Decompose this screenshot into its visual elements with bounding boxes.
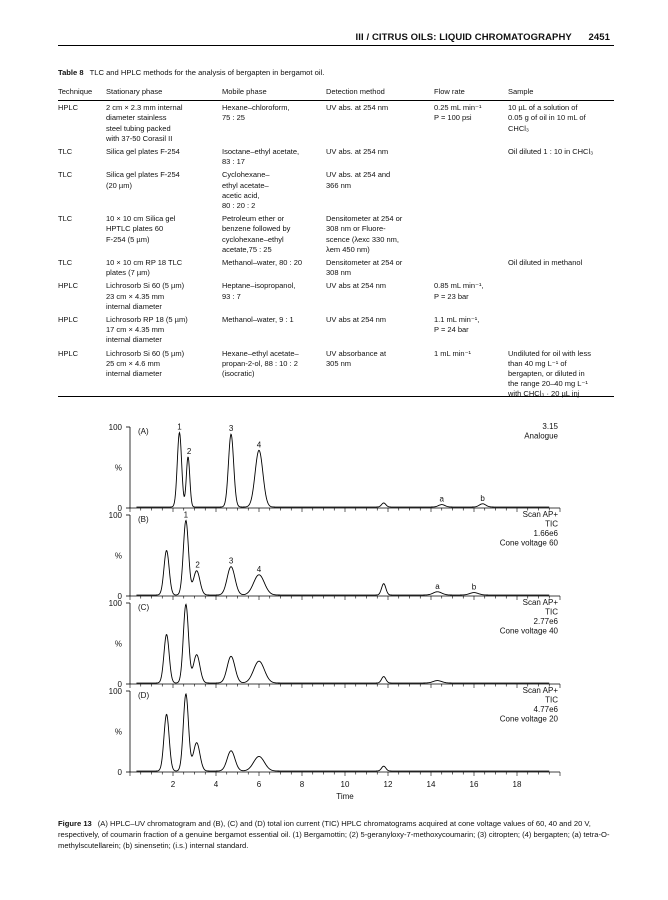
column-header: Detection method (326, 85, 434, 101)
chromatogram-trace (136, 520, 549, 595)
table-cell: 0.25 mL min⁻¹ P = 100 psi (434, 103, 482, 123)
panel-info: Scan AP+ (522, 686, 558, 695)
running-header (356, 32, 610, 43)
y-tick-label: % (114, 727, 122, 737)
table-cell: 1 mL min⁻¹ (434, 348, 472, 358)
panel-label: (B) (138, 515, 149, 525)
column-header: Sample (508, 85, 614, 101)
x-tick-label: 4 (213, 780, 219, 789)
y-tick-label: 0 (117, 768, 122, 777)
table-cell: Cyclohexane– ethyl acetate– acetic acid, 80 : 20 : 2 (222, 170, 270, 211)
chromatogram-figure (100, 407, 570, 816)
y-tick-label: 100 (108, 423, 122, 432)
table-cell: 2 cm × 2.3 mm internal diameter stainless steel tubing packed with 37-50 Corasil II (106, 103, 183, 143)
peak-label: 2 (186, 446, 192, 456)
panel-info: TIC (545, 607, 558, 617)
panel-info: Scan AP+ (522, 598, 558, 607)
header-rule (58, 45, 614, 46)
table-cell: Oil diluted 1 : 10 in CHCl₃ (508, 147, 594, 157)
peak-label: 3 (228, 556, 234, 566)
y-tick-label: 100 (108, 599, 122, 608)
x-tick-label: 8 (299, 780, 305, 789)
column-header: Mobile phase (222, 85, 326, 101)
x-tick-label: 10 (340, 780, 350, 789)
table-row (58, 168, 614, 212)
table-cell: 10 × 10 cm Silica gel HPTLC plates 60 F-254 (5 µm) (106, 214, 176, 244)
panel-info: 4.77e6 (533, 705, 558, 714)
peak-label: 2 (195, 560, 200, 570)
table-cell: Hexane–ethyl acetate– propan-2-ol, 88 : 10 : 2 (isocratic) (222, 348, 299, 379)
figure-caption (58, 818, 614, 851)
y-tick-label: 0 (117, 680, 122, 689)
panel-info: 3.15 (542, 422, 558, 431)
x-tick-label: 14 (426, 780, 436, 789)
table-cell (434, 212, 508, 256)
column-header: Stationary phase (106, 85, 222, 101)
table-cell: HPLC (58, 281, 79, 291)
table-cell: UV abs at 254 nm (326, 281, 387, 291)
table-bottom-rule (58, 396, 614, 397)
x-tick-label: 2 (170, 780, 176, 789)
table-cell: Silica gel plates F-254 (106, 147, 180, 157)
table-cell: Lichrosorb Si 60 (5 µm) 23 cm × 4.35 mm internal diameter (106, 281, 185, 311)
table-cell (508, 212, 614, 256)
figure-caption-text: (A) HPLC–UV chromatogram and (B), (C) and (D) total ion current (TIC) HPLC chromatograms acquired at cone voltage values of 60, 40 and 20 V, respectively, of coumarin fraction of a genuine bergamot essential oil. (1) Bergamottin; (2) 5-geranyloxy-7-methoxycoumarin; (3) citropten; (4) bergapten; (a) tetra-O-methylscutellarein; (b) sinensetin; (i.s.) internal standard. (58, 819, 610, 850)
table-cell: TLC (58, 170, 73, 180)
chromatogram-chart (100, 407, 570, 811)
table-cell: Oil diluted in methanol (508, 258, 583, 268)
x-tick-label: 12 (383, 780, 393, 789)
table-cell (434, 168, 508, 212)
panel-info: Analogue (524, 431, 558, 441)
table-cell: Heptane–isopropanol, 93 : 7 (222, 281, 296, 301)
table-cell: Petroleum ether or benzene followed by cyclohexane–ethyl acetate,75 : 25 (222, 214, 291, 254)
table-row (58, 347, 614, 401)
panel-info: 2.77e6 (533, 617, 558, 626)
table-row (58, 212, 614, 256)
running-title: III / CITRUS OILS: LIQUID CHROMATOGRAPHY (355, 32, 572, 43)
page-number: 2451 (588, 32, 610, 43)
table-cell: TLC (58, 214, 73, 224)
panel-info: Cone voltage 40 (499, 626, 558, 636)
y-tick-label: 0 (117, 504, 122, 513)
table-cell: Densitometer at 254 or 308 nm (326, 258, 403, 278)
table-cell: Methanol–water, 9 : 1 (222, 315, 294, 325)
table-caption-text: TLC and HPLC methods for the analysis of bergapten in bergamot oil. (89, 68, 325, 77)
table-row (58, 101, 614, 145)
y-tick-label: % (114, 551, 122, 561)
panel-label: (D) (138, 691, 150, 701)
table-cell: 10 × 10 cm RP 18 TLC plates (7 µm) (106, 258, 183, 278)
table-row (58, 145, 614, 168)
chromatogram-trace (136, 604, 549, 683)
table-cell: HPLC (58, 103, 79, 113)
panel-info: Scan AP+ (522, 510, 558, 519)
table-cell (508, 168, 614, 212)
panel-info: TIC (545, 519, 558, 529)
table-cell: TLC (58, 147, 73, 157)
peak-label: 4 (256, 440, 262, 450)
table-cell: Lichrosorb RP 18 (5 µm) 17 cm × 4.35 mm internal diameter (106, 315, 188, 345)
y-tick-label: % (114, 463, 122, 473)
table-cell: Lichrosorb Si 60 (5 µm) 25 cm × 4.6 mm internal diameter (106, 348, 185, 379)
x-axis-label: Time (336, 792, 354, 801)
x-tick-label: 6 (256, 780, 262, 789)
table-cell: UV abs. at 254 nm (326, 147, 389, 157)
table-header-row (58, 85, 614, 101)
peak-label: 1 (183, 510, 189, 520)
panel-info: TIC (545, 695, 558, 705)
table-cell: Methanol–water, 80 : 20 (222, 258, 303, 268)
table-cell: Undiluted for oil with less than 40 mg L⁻¹ of bergapten, or diluted in the range 20–40 mg L⁻¹ with CHCl₃ · 20 µL inj (508, 348, 591, 399)
table-row (58, 256, 614, 279)
table-cell (508, 279, 614, 313)
peak-label: 3 (228, 424, 234, 434)
y-tick-label: 100 (108, 687, 122, 696)
table-cell: 1.1 mL min⁻¹, P = 24 bar (434, 315, 480, 335)
y-tick-label: 100 (108, 511, 122, 520)
y-tick-label: 0 (117, 592, 122, 601)
table-cell: 0.85 mL min⁻¹, P = 23 bar (434, 281, 484, 301)
x-tick-label: 16 (469, 780, 479, 789)
table-caption (58, 68, 324, 77)
table-cell: Isoctane–ethyl acetate, 83 : 17 (222, 147, 300, 167)
table-row (58, 313, 614, 347)
table-cell: HPLC (58, 348, 79, 358)
panel-info: 1.66e6 (533, 529, 558, 538)
x-tick-label: 18 (512, 780, 522, 789)
table-cell: Hexane–chloroform, 75 : 25 (222, 103, 290, 123)
column-header: Flow rate (434, 85, 508, 101)
peak-label: a (439, 494, 444, 504)
column-header: Technique (58, 85, 106, 101)
table-cell: UV abs at 254 nm (326, 315, 387, 325)
peak-label: 4 (256, 564, 262, 574)
table-cell: 10 µL of a solution of 0.05 g of oil in 10 mL of CHCl₃ (508, 103, 586, 133)
figure-label: Figure 13 (58, 819, 92, 828)
table-cell: UV abs. at 254 nm (326, 103, 389, 113)
panel-label: (C) (138, 603, 150, 613)
chromatogram-trace (136, 433, 549, 507)
table-label: Table 8 (58, 68, 84, 77)
table-cell (434, 145, 508, 168)
panel-info: Cone voltage 60 (499, 538, 558, 548)
table-cell: HPLC (58, 315, 79, 325)
table-body (58, 101, 614, 401)
panel-info: Cone voltage 20 (499, 714, 558, 724)
peak-label: 1 (177, 422, 182, 432)
table-cell: Densitometer at 254 or 308 nm or Fluore- scence (λexc 330 nm, λem 450 nm) (326, 214, 403, 254)
table-row (58, 279, 614, 313)
y-tick-label: % (114, 639, 122, 649)
table-cell: Silica gel plates F-254 (20 µm) (106, 170, 180, 190)
table-cell (508, 313, 614, 347)
methods-table (58, 85, 614, 401)
table-cell: UV absorbance at 305 nm (326, 348, 387, 368)
panel-label: (A) (138, 427, 149, 437)
chromatogram-trace (136, 694, 549, 771)
table-cell (434, 256, 508, 279)
table-cell: UV abs. at 254 and 366 nm (326, 170, 391, 190)
table-cell: TLC (58, 258, 73, 268)
peak-label: b (471, 582, 477, 592)
peak-label: b (480, 493, 485, 503)
peak-label: a (435, 581, 440, 591)
